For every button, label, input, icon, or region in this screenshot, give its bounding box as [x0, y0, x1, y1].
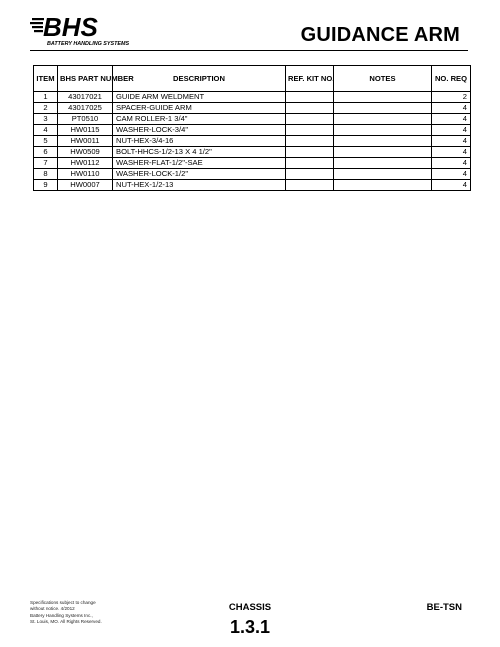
cell-qty: 4 [432, 136, 471, 147]
copyright-line: Battery Handling Systems Inc., [30, 612, 93, 618]
cell-item: 2 [34, 103, 58, 114]
cell-qty: 4 [432, 169, 471, 180]
svg-text:BATTERY HANDLING SYSTEMS: BATTERY HANDLING SYSTEMS [47, 41, 130, 47]
cell-part-number: HW0007 [58, 180, 113, 191]
cell-part-number: HW0112 [58, 158, 113, 169]
cell-description: GUIDE ARM WELDMENT [113, 92, 286, 103]
table-row [34, 103, 471, 114]
copyright-line: without notice. 4/2012 [30, 606, 75, 612]
cell-description: BOLT-HHCS-1/2-13 X 4 1/2" [113, 147, 286, 158]
cell-ref-kit [286, 92, 334, 103]
cell-ref-kit [286, 103, 334, 114]
cell-part-number: 43017021 [58, 92, 113, 103]
model-label: BE-TSN [426, 602, 462, 613]
cell-description: WASHER-LOCK-1/2" [113, 169, 286, 180]
cell-notes [334, 114, 432, 125]
table-row [34, 158, 471, 169]
cell-qty: 4 [432, 147, 471, 158]
cell-ref-kit [286, 147, 334, 158]
cell-notes [334, 180, 432, 191]
cell-item: 6 [34, 147, 58, 158]
cell-item: 3 [34, 114, 58, 125]
cell-notes [334, 103, 432, 114]
header-ref-kit: REF. KIT NO. [286, 66, 334, 92]
cell-part-number: HW0509 [58, 147, 113, 158]
cell-qty: 4 [432, 114, 471, 125]
cell-item: 9 [34, 180, 58, 191]
svg-text:BHS: BHS [43, 12, 98, 42]
page-title: GUIDANCE ARM [300, 24, 460, 46]
cell-part-number: 43017025 [58, 103, 113, 114]
cell-qty: 4 [432, 125, 471, 136]
cell-qty: 2 [432, 92, 471, 103]
cell-part-number: HW0115 [58, 125, 113, 136]
cell-ref-kit [286, 158, 334, 169]
cell-item: 8 [34, 169, 58, 180]
cell-ref-kit [286, 169, 334, 180]
header-qty: NO. REQ [432, 66, 471, 92]
cell-item: 7 [34, 158, 58, 169]
header-description: DESCRIPTION [113, 66, 286, 92]
cell-ref-kit [286, 125, 334, 136]
table-header-row [34, 66, 471, 92]
cell-ref-kit [286, 114, 334, 125]
parts-table [33, 65, 471, 191]
cell-description: WASHER-FLAT-1/2"-SAE [113, 158, 286, 169]
header-divider [30, 50, 468, 51]
table-row [34, 92, 471, 103]
cell-notes [334, 158, 432, 169]
cell-description: NUT-HEX-3/4-16 [113, 136, 286, 147]
table-row [34, 114, 471, 125]
cell-notes [334, 125, 432, 136]
page-number: 1.3.1 [229, 617, 271, 637]
copyright-line: Specifications subject to change [30, 600, 96, 605]
table-row [34, 147, 471, 158]
cell-ref-kit [286, 136, 334, 147]
parts-table-body [34, 92, 471, 191]
cell-part-number: HW0011 [58, 136, 113, 147]
table-row [34, 169, 471, 180]
cell-ref-kit [286, 180, 334, 191]
section-label: CHASSIS [228, 602, 272, 613]
cell-part-number: PT0510 [58, 114, 113, 125]
cell-item: 4 [34, 125, 58, 136]
cell-item: 5 [34, 136, 58, 147]
cell-notes [334, 147, 432, 158]
table-row [34, 136, 471, 147]
cell-description: NUT-HEX-1/2-13 [113, 180, 286, 191]
cell-part-number: HW0110 [58, 169, 113, 180]
cell-notes [334, 136, 432, 147]
cell-qty: 4 [432, 158, 471, 169]
table-row [34, 125, 471, 136]
cell-description: SPACER-GUIDE ARM [113, 103, 286, 114]
bhs-logo [30, 8, 142, 48]
table-row [34, 180, 471, 191]
cell-notes [334, 92, 432, 103]
cell-item: 1 [34, 92, 58, 103]
cell-qty: 4 [432, 180, 471, 191]
cell-qty: 4 [432, 103, 471, 114]
cell-description: WASHER-LOCK-3/4" [113, 125, 286, 136]
header-notes: NOTES [334, 66, 432, 92]
cell-notes [334, 169, 432, 180]
header-item: ITEM [34, 66, 58, 92]
cell-description: CAM ROLLER-1 3/4" [113, 114, 286, 125]
copyright-line: St. Louis, MO. All Rights Reserved. [30, 619, 102, 625]
header-part-number: BHS PART NUMBER [58, 66, 113, 92]
